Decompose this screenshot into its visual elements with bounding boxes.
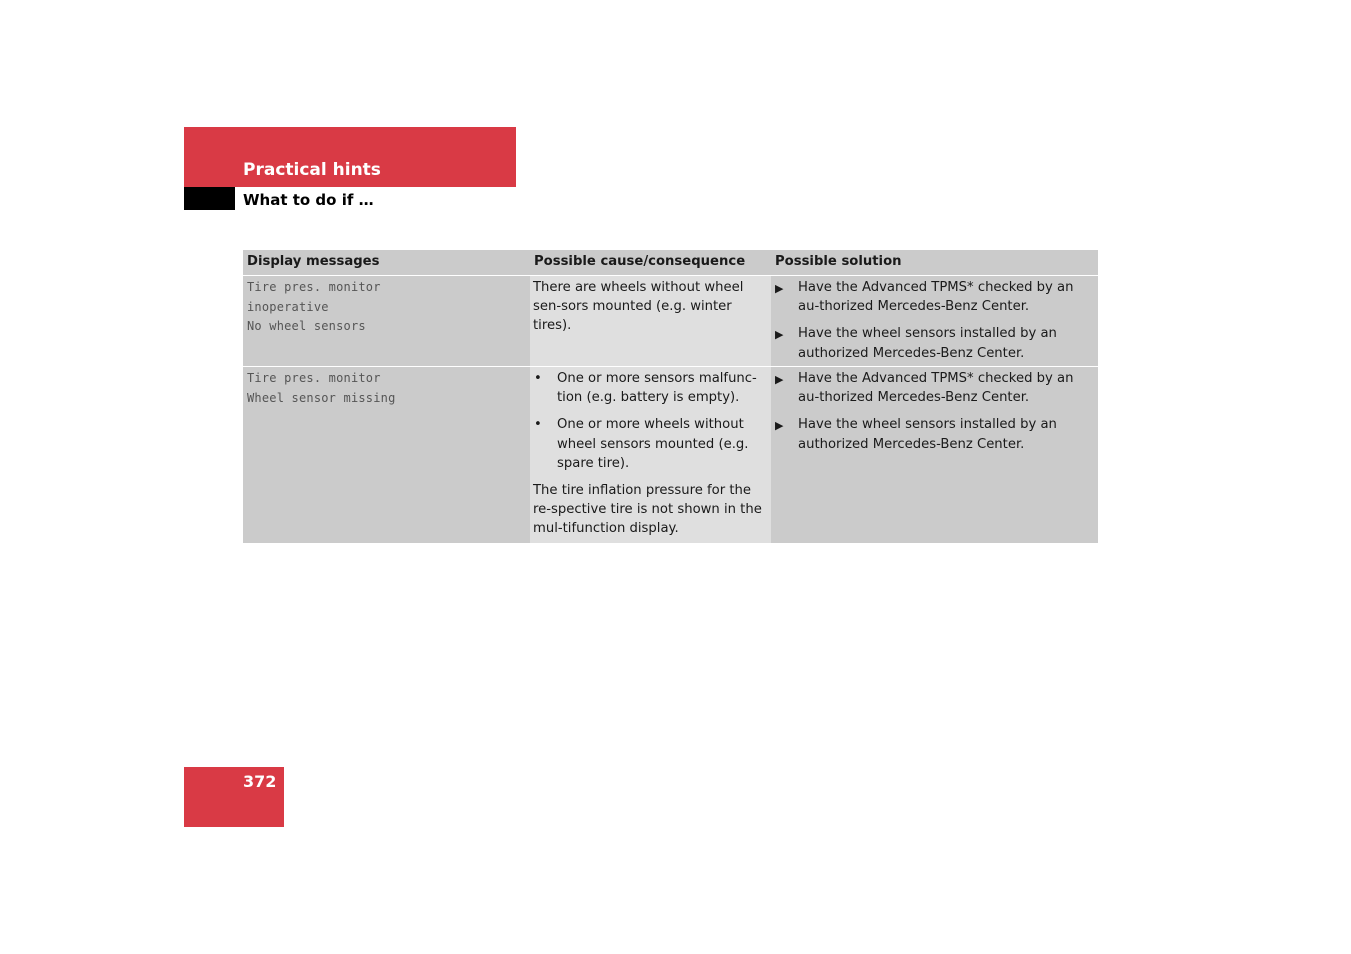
page-subtitle: What to do if … <box>243 191 374 209</box>
display-message-cell <box>243 367 530 543</box>
column-header-display-messages: Display messages <box>243 250 530 275</box>
section-tab-marker <box>184 187 235 210</box>
triangle-right-icon: ▶ <box>775 282 784 295</box>
bullet-dot-icon: • <box>534 417 542 433</box>
solution-text: Have the wheel sensors installed by an authorized Mercedes-Benz Center. <box>798 417 1057 452</box>
section-title: Practical hints <box>243 160 381 180</box>
column-header-possible-cause: Possible cause/consequence <box>530 250 771 275</box>
solution-text: Have the Advanced TPMS* checked by an au-thorized Mercedes-Benz Center. <box>798 280 1074 315</box>
display-message-line: Tire pres. monitor <box>247 280 381 294</box>
solution-cell <box>771 276 1098 366</box>
display-message-line: Tire pres. monitor <box>247 371 381 385</box>
solution-text: Have the Advanced TPMS* checked by an au-thorized Mercedes-Benz Center. <box>798 371 1074 406</box>
solution-step <box>775 324 1092 362</box>
table-row <box>243 367 1098 544</box>
cause-bullet-text: One or more wheels without wheel sensors mounted (e.g. spare tire). <box>557 417 749 471</box>
display-message-cell <box>243 276 530 366</box>
display-message-line: No wheel sensors <box>247 319 366 333</box>
solution-text: Have the wheel sensors installed by an authorized Mercedes-Benz Center. <box>798 326 1057 361</box>
cause-bullet <box>533 369 768 407</box>
page-number: 372 <box>243 772 277 791</box>
triangle-right-icon: ▶ <box>775 373 784 386</box>
column-header-possible-solution: Possible solution <box>771 250 1098 275</box>
display-message-line: inoperative <box>247 299 329 314</box>
cause-text: There are wheels without wheel sen-sors mounted (e.g. winter tires). <box>533 280 744 334</box>
cause-bullet <box>533 415 768 473</box>
cause-cell <box>530 276 771 366</box>
bullet-dot-icon: • <box>534 371 542 386</box>
cause-note: The tire inflation pressure for the re-spective tire is not shown in the mul-tifunction display. <box>533 483 762 537</box>
display-message-line: Wheel sensor missing <box>247 390 396 405</box>
table-header-row <box>243 250 1098 276</box>
solution-cell <box>771 367 1098 543</box>
triangle-right-icon: ▶ <box>775 328 784 342</box>
solution-step <box>775 369 1092 407</box>
solution-step <box>775 415 1092 453</box>
cause-cell <box>530 367 771 543</box>
display-messages-table <box>243 250 1098 544</box>
solution-step <box>775 278 1092 316</box>
table-row <box>243 276 1098 367</box>
triangle-right-icon: ▶ <box>775 419 784 433</box>
cause-bullet-text: One or more sensors malfunc-tion (e.g. battery is empty). <box>557 371 757 406</box>
